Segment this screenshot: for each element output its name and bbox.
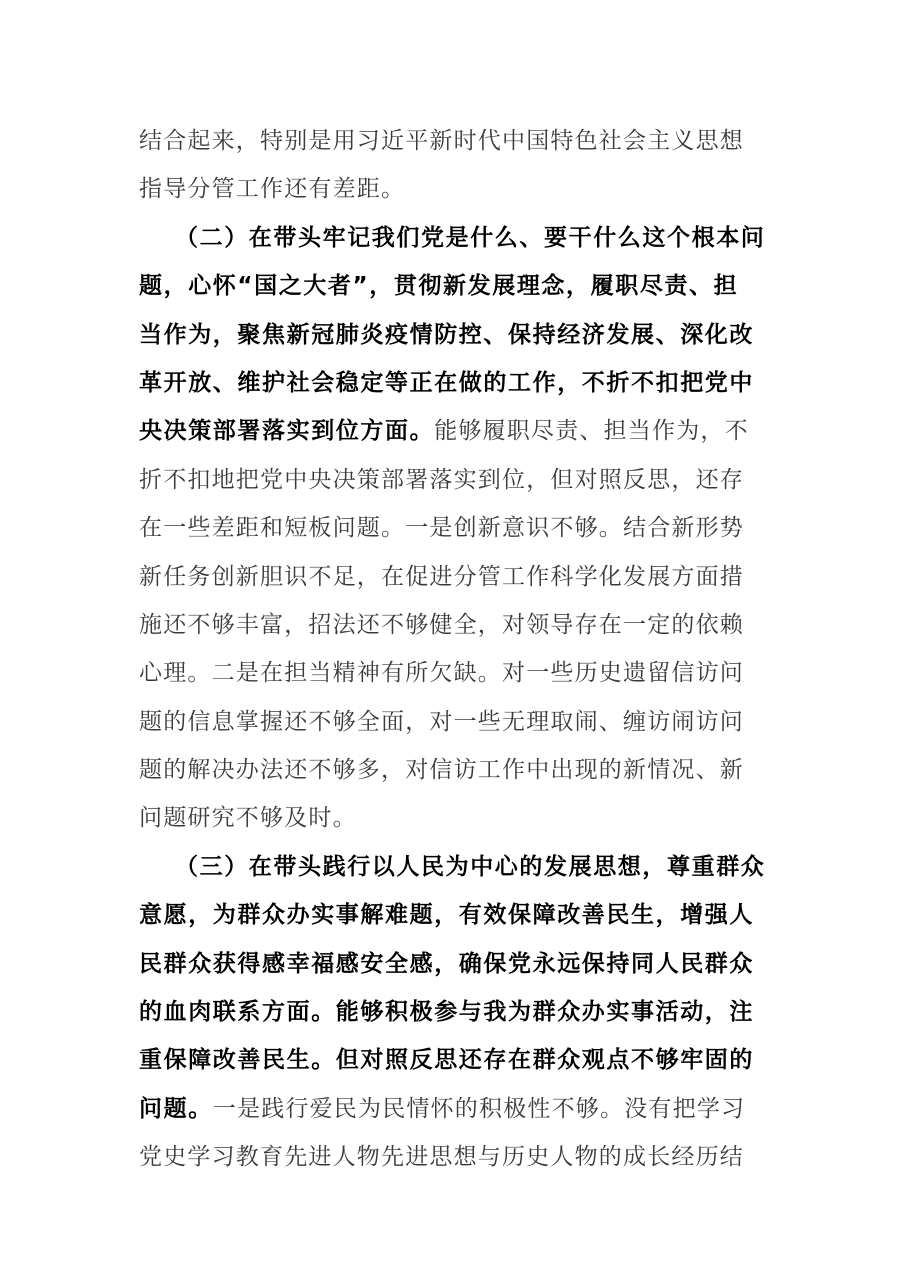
text-run: 题的信息掌握还不够全面，对一些无理取闹、缠访闹访问 <box>139 708 744 735</box>
text-run: 在一些差距和短板问题。一是创新意识不够。结合新形势 <box>139 515 744 542</box>
text-line <box>139 1133 769 1181</box>
section-heading-line <box>139 359 769 407</box>
section-heading-run: 央决策部署落实到位方面。 <box>139 418 435 445</box>
text-run: 心理。二是在担当精神有所欠缺。对一些历史遗留信访问 <box>139 660 744 687</box>
text-line <box>139 456 769 504</box>
text-run: 指导分管工作还有差距。 <box>139 176 406 203</box>
text-line <box>139 553 769 601</box>
text-run: 施还不够丰富，招法还不够健全，对领导存在一定的依赖 <box>139 611 744 638</box>
text-run: 新任务创新胆识不足，在促进分管工作科学化发展方面措 <box>139 563 744 590</box>
text-line <box>139 117 769 165</box>
section-heading-run: 重保障改善民生。但对照反思还存在群众观点不够牢固的 <box>139 1047 754 1074</box>
section-heading-line <box>139 262 769 310</box>
section-heading-run: 民群众获得感幸福感安全感，确保党永远保持同人民群众 <box>139 950 754 977</box>
text-line <box>139 649 769 697</box>
document-body <box>139 117 769 1182</box>
section-heading-line <box>139 311 769 359</box>
text-line <box>139 794 769 842</box>
text-line <box>139 746 769 794</box>
section-heading-run: 革开放、维护社会稳定等正在做的工作，不折不扣把党中 <box>139 369 754 396</box>
section-heading-line <box>139 988 769 1036</box>
text-run: 一是践行爱民为民情怀的积极性不够。没有把学习 <box>212 1095 746 1122</box>
text-line <box>139 504 769 552</box>
section-heading-line <box>139 843 769 891</box>
text-line <box>139 601 769 649</box>
text-line <box>139 698 769 746</box>
section-heading-line <box>139 940 769 988</box>
text-run: 题的解决办法还不够多，对信访工作中出现的新情况、新 <box>139 757 744 784</box>
section-heading-line <box>139 891 769 939</box>
section-heading-run: 问题。 <box>139 1095 213 1122</box>
text-run: 结合起来，特别是用习近平新时代中国特色社会主义思想 <box>139 128 744 154</box>
text-run: 能够履职尽责、担当作为，不 <box>434 418 749 445</box>
section-heading-run: 意愿，为群众办实事解难题，有效保障改善民生，增强人 <box>139 902 754 929</box>
text-line <box>139 165 769 213</box>
section-heading-line <box>139 1036 769 1084</box>
text-line <box>139 1085 769 1133</box>
text-run: 问题研究不够及时。 <box>139 805 357 832</box>
text-line <box>139 407 769 455</box>
section-heading-run: 当作为，聚焦新冠肺炎疫情防控、保持经济发展、深化改 <box>139 321 754 348</box>
text-run: 党史学习教育先进人物先进思想与历史人物的成长经历结 <box>139 1144 744 1171</box>
text-run: 折不扣地把党中央决策部署落实到位，但对照反思，还存 <box>139 466 744 493</box>
section-heading-run: （三）在带头践行以人民为中心的发展思想，尊重群众 <box>175 853 766 880</box>
section-heading-run: 题，心怀“国之大者”，贯彻新发展理念，履职尽责、担 <box>139 273 739 300</box>
section-heading-run: （二）在带头牢记我们党是什么、要干什么这个根本问 <box>175 224 766 251</box>
section-heading-run: 的血肉联系方面。能够积极参与我为群众办实事活动，注 <box>139 999 754 1026</box>
section-heading-line <box>139 214 769 262</box>
